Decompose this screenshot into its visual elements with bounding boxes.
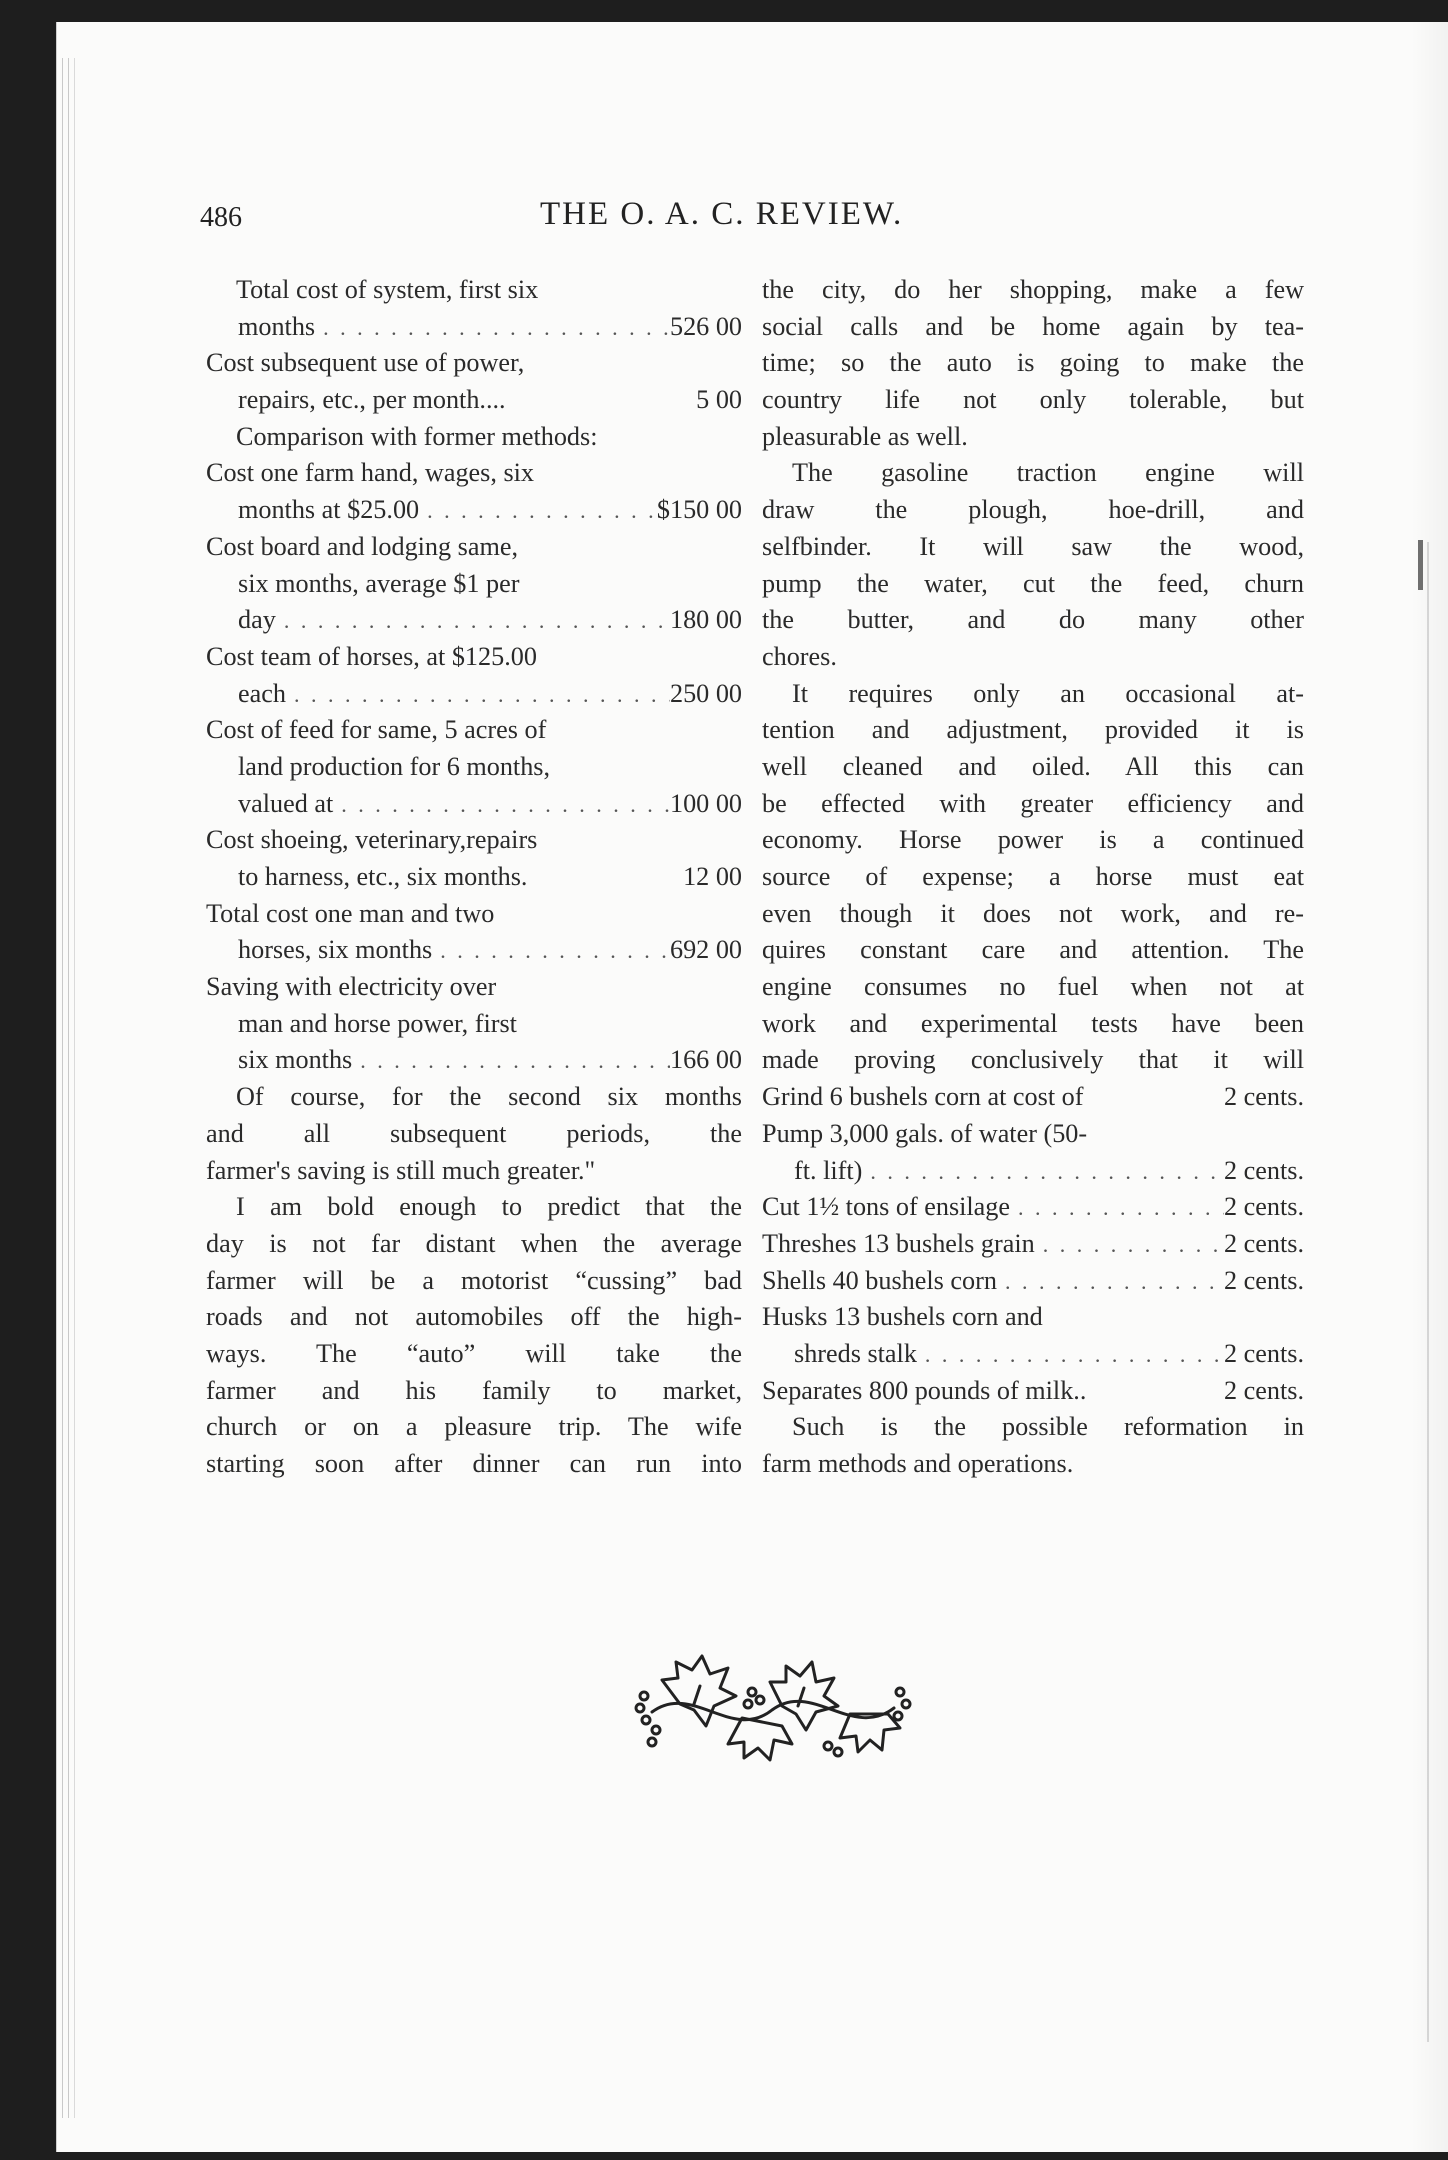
entry-amount: 166 00 bbox=[669, 1045, 742, 1075]
dot-leader bbox=[1035, 1227, 1224, 1263]
text-line: Such is the possible reformation in bbox=[792, 1412, 1304, 1442]
entry-amount: 180 00 bbox=[669, 605, 742, 635]
text-line: the butter, and do many other bbox=[762, 605, 1304, 635]
cost-entry-line bbox=[206, 602, 742, 639]
text-line: church or on a pleasure trip. The wife bbox=[206, 1412, 742, 1442]
entry-amount: 5 00 bbox=[696, 385, 742, 415]
entry-label: Threshes 13 bushels grain bbox=[762, 1228, 1035, 1258]
dot-leader bbox=[315, 310, 670, 346]
text-line: Saving with electricity over bbox=[206, 972, 497, 1002]
text-line: well cleaned and oiled. All this can bbox=[762, 751, 1304, 781]
text-line: It requires only an occasional at- bbox=[792, 678, 1304, 708]
text-line: Of course, for the second six months bbox=[236, 1082, 742, 1112]
text-line: farmer's saving is still much greater." bbox=[206, 1155, 596, 1185]
entry-amount: $150 00 bbox=[656, 495, 742, 525]
cost-entry-line bbox=[762, 1226, 1304, 1263]
cost-entry-line bbox=[762, 1336, 1304, 1373]
cost-entry-line bbox=[206, 932, 742, 969]
entry-label: Grind 6 bushels corn at cost of bbox=[762, 1082, 1084, 1112]
text-line: six months, average $1 per bbox=[238, 568, 520, 598]
text-line: time; so the auto is going to make the bbox=[762, 348, 1304, 378]
entry-amount: 2 cents. bbox=[1224, 1155, 1304, 1185]
text-line: farm methods and operations. bbox=[762, 1449, 1074, 1478]
cost-entry-line bbox=[762, 1189, 1304, 1226]
text-line: farmer will be a motorist “cussing” bad bbox=[206, 1265, 742, 1295]
text-line: even though it does not work, and re- bbox=[762, 898, 1304, 928]
text-line: ways. The “auto” will take the bbox=[206, 1338, 742, 1368]
cost-entry-line bbox=[206, 382, 742, 419]
entry-amount: 526 00 bbox=[669, 311, 742, 341]
text-line: Pump 3,000 gals. of water (50- bbox=[762, 1118, 1088, 1148]
text-line: engine consumes no fuel when not at bbox=[762, 972, 1304, 1002]
entry-amount: 2 cents. bbox=[1224, 1082, 1304, 1112]
entry-label: valued at bbox=[238, 788, 334, 818]
text-line: pleasurable as well. bbox=[762, 421, 968, 451]
cost-entry-line bbox=[206, 492, 742, 529]
text-line: selfbinder. It will saw the wood, bbox=[762, 531, 1304, 561]
text-line: be effected with greater efficiency and bbox=[762, 788, 1304, 818]
dot-leader bbox=[997, 1264, 1224, 1300]
dot-leader bbox=[432, 933, 670, 969]
cost-entry-line bbox=[762, 1263, 1304, 1300]
page-number: 486 bbox=[200, 202, 242, 233]
entry-label: ft. lift) bbox=[794, 1155, 863, 1185]
text-line: man and horse power, first bbox=[238, 1008, 517, 1038]
cost-entry-line bbox=[206, 309, 742, 346]
entry-label: each bbox=[238, 678, 286, 708]
page-edge-line bbox=[68, 58, 69, 2118]
entry-amount: 2 cents. bbox=[1224, 1192, 1304, 1222]
entry-amount: 692 00 bbox=[669, 935, 742, 965]
entry-label: shreds stalk bbox=[794, 1338, 917, 1368]
text-line: Husks 13 bushels corn and bbox=[762, 1302, 1043, 1332]
cost-entry-line bbox=[762, 1373, 1304, 1410]
cost-entry-line bbox=[206, 676, 742, 713]
text-line: Total cost of system, first six bbox=[236, 275, 539, 304]
dot-leader bbox=[276, 603, 670, 639]
text-line: pump the water, cut the feed, churn bbox=[762, 568, 1304, 598]
dot-leader bbox=[862, 1154, 1224, 1190]
dot-leader bbox=[419, 493, 657, 529]
entry-amount: 100 00 bbox=[669, 788, 742, 818]
entry-amount: 250 00 bbox=[669, 678, 742, 708]
text-line: Cost shoeing, veterinary,repairs bbox=[206, 825, 538, 855]
vine-leaf-ornament-icon bbox=[632, 1652, 912, 1764]
text-line: Total cost one man and two bbox=[206, 898, 495, 928]
text-line: draw the plough, hoe-drill, and bbox=[762, 495, 1304, 525]
page-edge-line bbox=[62, 58, 63, 2118]
entry-amount: 2 cents. bbox=[1224, 1375, 1304, 1405]
journal-title: THE O. A. C. REVIEW. bbox=[540, 196, 904, 232]
entry-label: Shells 40 bushels corn bbox=[762, 1265, 997, 1295]
entry-label: horses, six months bbox=[238, 935, 433, 965]
cost-entry-line bbox=[762, 1153, 1304, 1190]
cost-entry-line bbox=[762, 1079, 1304, 1116]
text-line: Cost of feed for same, 5 acres of bbox=[206, 715, 547, 745]
text-line: economy. Horse power is a continued bbox=[762, 825, 1304, 855]
entry-label: six months bbox=[238, 1045, 353, 1075]
dot-leader bbox=[286, 677, 670, 713]
cost-entry-line bbox=[206, 1042, 742, 1079]
text-line: The gasoline traction engine will bbox=[792, 458, 1304, 488]
entry-label: to harness, etc., six months. bbox=[238, 862, 528, 891]
entry-label: Cut 1½ tons of ensilage bbox=[762, 1192, 1011, 1222]
text-line: and all subsequent periods, the bbox=[206, 1118, 742, 1148]
entry-label: months at $25.00 bbox=[238, 495, 420, 525]
cost-entry-line bbox=[206, 859, 742, 896]
text-line: I am bold enough to predict that the bbox=[236, 1192, 742, 1222]
entry-amount: 2 cents. bbox=[1224, 1265, 1304, 1295]
entry-amount: 2 cents. bbox=[1224, 1338, 1304, 1368]
running-header bbox=[0, 196, 1448, 246]
text-line: farmer and his family to market, bbox=[206, 1375, 742, 1405]
page-edge-line bbox=[74, 58, 75, 2118]
text-line: starting soon after dinner can run into bbox=[206, 1449, 742, 1478]
text-line: Comparison with former methods: bbox=[236, 421, 598, 451]
entry-amount: 2 cents. bbox=[1224, 1228, 1304, 1258]
text-line: work and experimental tests have been bbox=[762, 1008, 1304, 1038]
text-line: day is not far distant when the average bbox=[206, 1228, 742, 1258]
entry-label: Separates 800 pounds of milk.. bbox=[762, 1375, 1087, 1405]
text-line: the city, do her shopping, make a few bbox=[762, 275, 1304, 304]
text-line: Cost board and lodging same, bbox=[206, 531, 519, 561]
text-line: Cost one farm hand, wages, six bbox=[206, 458, 535, 488]
dot-leader bbox=[333, 787, 670, 823]
entry-amount: 12 00 bbox=[683, 862, 742, 891]
text-line: roads and not automobiles off the high- bbox=[206, 1302, 742, 1332]
text-line: source of expense; a horse must eat bbox=[762, 862, 1304, 891]
left-column bbox=[206, 272, 742, 1483]
text-line: tention and adjustment, provided it is bbox=[762, 715, 1304, 745]
text-line: made proving conclusively that it will bbox=[762, 1045, 1304, 1075]
cost-entry-line bbox=[206, 786, 742, 823]
right-column bbox=[762, 272, 1304, 1483]
entry-label: day bbox=[238, 605, 276, 635]
margin-mark bbox=[1418, 540, 1423, 590]
dot-leader bbox=[917, 1337, 1224, 1373]
dot-leader bbox=[352, 1043, 670, 1079]
entry-label: repairs, etc., per month.... bbox=[238, 385, 506, 415]
text-line: Cost team of horses, at $125.00 bbox=[206, 641, 537, 671]
entry-label: months bbox=[238, 311, 316, 341]
text-line: quires constant care and attention. The bbox=[762, 935, 1304, 965]
dot-leader bbox=[1010, 1190, 1224, 1226]
text-line: Cost subsequent use of power, bbox=[206, 348, 525, 378]
text-line: chores. bbox=[762, 641, 837, 671]
page-shadow bbox=[1411, 22, 1448, 2152]
text-line: social calls and be home again by tea- bbox=[762, 311, 1304, 341]
text-line: country life not only tolerable, but bbox=[762, 385, 1304, 415]
text-line: land production for 6 months, bbox=[238, 751, 551, 781]
